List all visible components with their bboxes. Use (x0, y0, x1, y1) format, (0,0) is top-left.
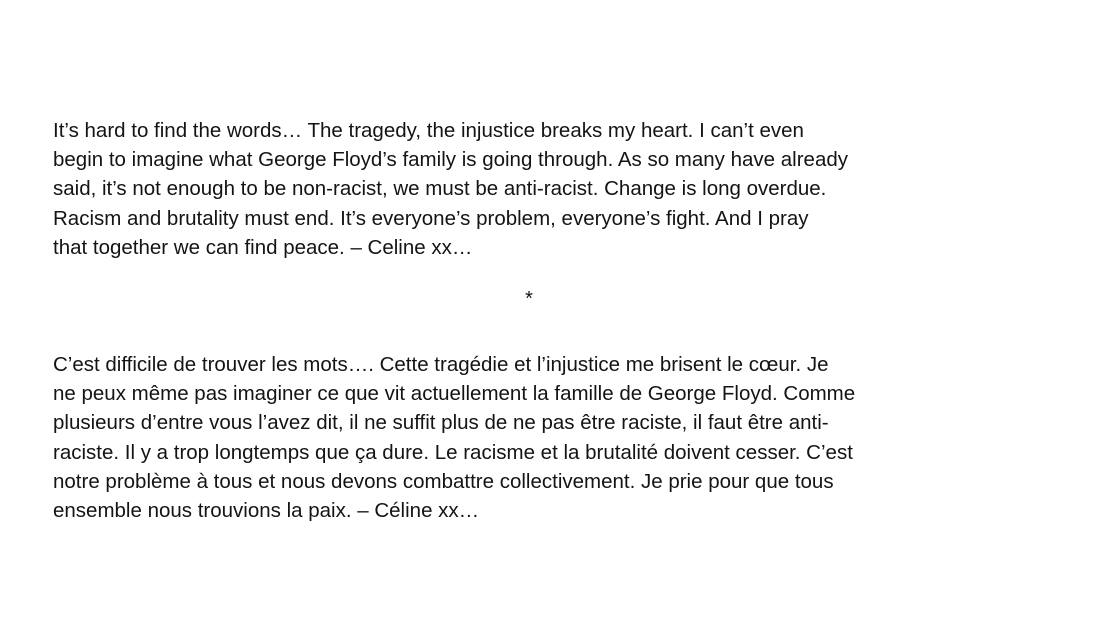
asterisk-separator: * (525, 288, 533, 310)
english-line: begin to imagine what George Floyd’s family is going through. As so many have already (53, 148, 849, 172)
english-line: that together we can find peace. – Celine xx… (53, 235, 473, 259)
french-line: notre problème à tous et nous devons combattre collectivement. Je prie pour que tous (53, 469, 834, 493)
french-line: ensemble nous trouvions la paix. – Céline xx… (53, 499, 480, 523)
english-statement (53, 116, 848, 262)
french-line: ne peux même pas imaginer ce que vit actuellement la famille de George Floyd. Comme (53, 382, 856, 406)
french-line: C’est difficile de trouver les mots…. Cette tragédie et l’injustice me brisent le cœur. Je (53, 353, 829, 376)
english-line: said, it’s not enough to be non-racist, we must be anti-racist. Change is long overdue. (53, 177, 827, 201)
french-line: plusieurs d’entre vous l’avez dit, il ne suffit plus de ne pas être raciste, il faut être anti- (53, 411, 829, 435)
english-line: Racism and brutality must end. It’s everyone’s problem, everyone’s fight. And I pray (53, 206, 809, 230)
french-line: raciste. Il y a trop longtemps que ça dure. Le racisme et la brutalité doivent cesser. C’est (53, 440, 853, 464)
english-line: It’s hard to find the words… The tragedy, the injustice breaks my heart. I can’t even (53, 119, 804, 142)
french-statement (53, 350, 855, 525)
